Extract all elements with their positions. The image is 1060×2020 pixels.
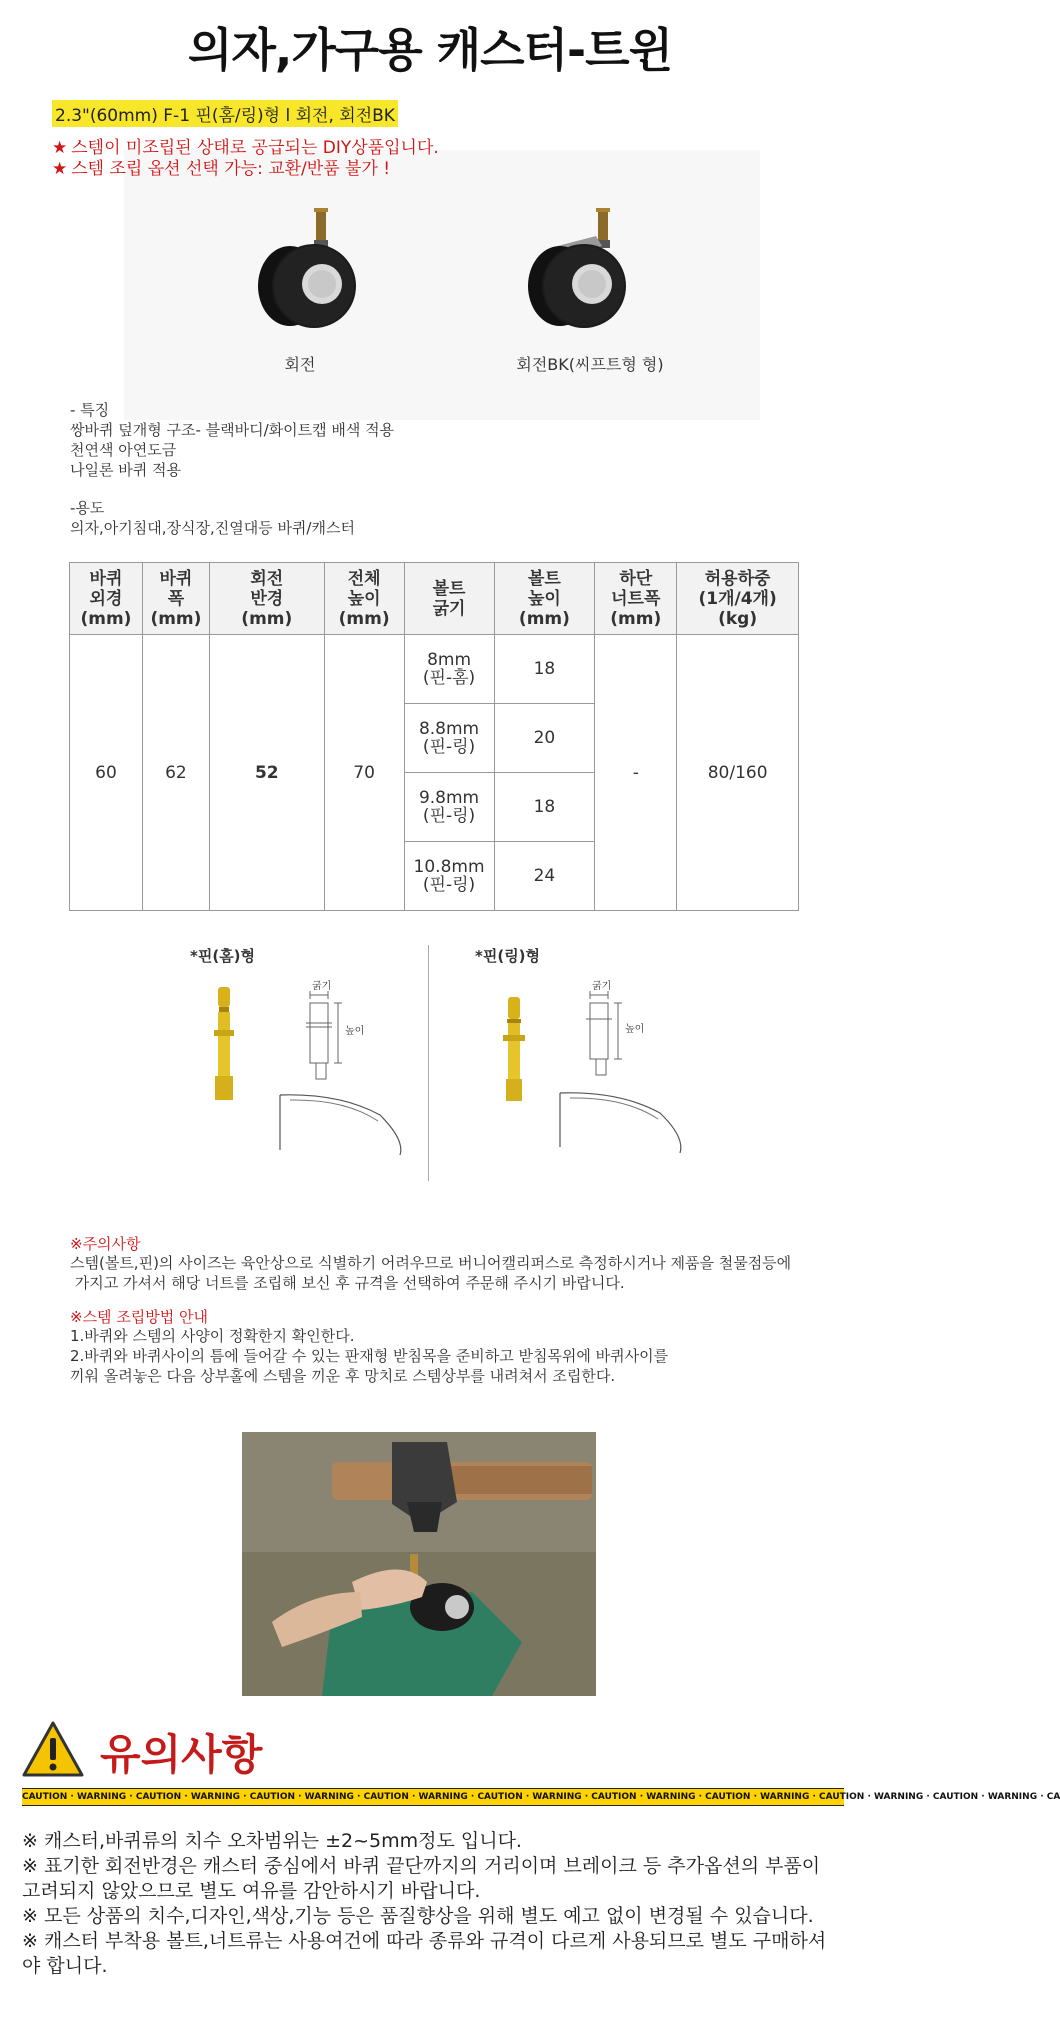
assembly-line: 1.바퀴와 스템의 사양이 정확한지 확인한다. <box>70 1327 355 1345</box>
cell-bolt-thickness: 8.8mm (핀-링) <box>404 704 494 773</box>
col-header-wheel-width: 바퀴 폭 (mm) <box>142 563 209 635</box>
star-icon: ★ <box>52 159 68 179</box>
col-header-load: 허용하중 (1개/4개) (kg) <box>677 563 799 635</box>
note-line: ※ 표기한 회전반경은 캐스터 중심에서 바퀴 끝단까지의 거리이며 브레이크 등 추가옵션의 부품이 고려되지 않았으므로 별도 여유를 감안하시기 바랍니다. <box>22 1855 821 1902</box>
note-line: ※ 캐스터,바퀴류의 치수 오차범위는 ±2~5mm정도 입니다. <box>22 1830 522 1852</box>
label-thickness: 굵기 <box>312 981 332 992</box>
warning-title: 유의사항 <box>100 1730 263 1779</box>
cell-bolt-height: 20 <box>494 704 595 773</box>
assembly-photo <box>242 1432 596 1696</box>
groove-stem-drawing <box>270 975 420 1175</box>
note-line: ※ 모든 상품의 치수,디자인,색상,기능 등은 품질향상을 위해 별도 예고 없이 변경될 수 있습니다. <box>22 1905 814 1927</box>
note-line: ※ 캐스터 부착용 볼트,너트류는 사용여건에 따라 종류와 규격이 다르게 사용되므로 별도 구매하셔야 합니다. <box>22 1930 827 1977</box>
notice-diy-text: 스템이 미조립된 상태로 공급되는 DIY상품입니다. <box>71 138 439 158</box>
page-title: 의자,가구용 캐스터-트윈 <box>188 23 672 77</box>
caution-text <box>70 1253 791 1293</box>
notice-option <box>52 154 390 179</box>
cell-bolt-thickness: 9.8mm (핀-링) <box>404 773 494 842</box>
cell-wheel-diameter: 60 <box>70 635 143 911</box>
warning-icon <box>22 1720 84 1778</box>
cell-nut-width: - <box>595 635 677 911</box>
star-icon: ★ <box>52 138 68 158</box>
assembly-text <box>70 1326 668 1386</box>
usage-heading: -용도 <box>70 499 105 517</box>
col-header-bolt-thickness: 볼트 굵기 <box>404 563 494 635</box>
warning-notes <box>22 1829 842 1979</box>
feature-line: 나일론 바퀴 적용 <box>70 461 181 479</box>
ring-pin-icon <box>500 995 528 1105</box>
cell-load: 80/160 <box>677 635 799 911</box>
caution-line: 가지고 가셔서 해당 너트를 조립해 보신 후 규격을 선택하여 주문해 주시기 바랍니다. <box>70 1274 625 1292</box>
cell-bolt-height: 24 <box>494 842 595 911</box>
feature-line: 천연색 아연도금 <box>70 441 177 459</box>
caster-wheel-brake-icon <box>510 200 630 334</box>
features-heading: - 특징 <box>70 401 110 419</box>
product-image-panel <box>124 150 760 420</box>
assembly-line: 2.바퀴와 바퀴사이의 틈에 들어갈 수 있는 판재형 받침목을 준비하고 받침목위에 바퀴사이를 <box>70 1347 669 1365</box>
cell-wheel-width: 62 <box>142 635 209 911</box>
cell-bolt-height: 18 <box>494 635 595 704</box>
product-label-swivel-brake: 회전BK(씨프트형 형) <box>516 355 664 374</box>
col-header-nut-width: 하단 너트폭 (mm) <box>595 563 677 635</box>
caution-strip: CAUTION · WARNING · CAUTION · WARNING · CAUTION · WARNING · CAUTION · WARNING · CAUTION · WARNING · CAUTION · WARNING · CAUTION · WARNING · CAUTION · WARNING · CAUTION · WARNING · CA <box>22 1788 844 1806</box>
col-header-wheel-diameter: 바퀴 외경 (mm) <box>70 563 143 635</box>
pin-groove-title: *핀(홈)형 <box>190 947 256 965</box>
table-row <box>70 635 799 704</box>
col-header-bolt-height: 볼트 높이 (mm) <box>494 563 595 635</box>
caster-wheel-icon <box>250 200 360 334</box>
label-height: 높이 <box>345 1026 365 1037</box>
col-header-swivel-radius: 회전 반경 (mm) <box>209 563 324 635</box>
cell-total-height: 70 <box>324 635 404 911</box>
features-section <box>70 400 394 538</box>
feature-line: 쌍바퀴 덮개형 구조- 블랙바디/화이트캡 배색 적용 <box>70 421 395 439</box>
pin-type-diagram <box>150 935 730 1195</box>
ring-stem-drawing <box>550 975 700 1175</box>
caution-heading: ※주의사항 <box>70 1235 141 1253</box>
groove-pin-icon <box>210 985 238 1105</box>
table-header-row <box>70 563 799 635</box>
spec-table <box>69 562 799 911</box>
cell-bolt-height: 18 <box>494 773 595 842</box>
diagram-divider <box>428 945 429 1181</box>
col-header-total-height: 전체 높이 (mm) <box>324 563 404 635</box>
pin-ring-title: *핀(링)형 <box>475 947 541 965</box>
notice-option-text: 스템 조립 옵션 선택 가능: 교환/반품 불가 ! <box>71 159 391 179</box>
usage-text: 의자,아기침대,장식장,진열대등 바퀴/캐스터 <box>70 519 355 537</box>
product-label-swivel: 회전 <box>284 355 316 374</box>
assembly-line: 끼워 올려놓은 다음 상부홀에 스템을 끼운 후 망치로 스템상부를 내려쳐서 조립한다. <box>70 1367 616 1385</box>
cell-bolt-thickness: 10.8mm (핀-링) <box>404 842 494 911</box>
label-thickness: 굵기 <box>592 981 612 992</box>
label-height: 높이 <box>625 1024 645 1035</box>
cell-swivel-radius: 52 <box>209 635 324 911</box>
cell-bolt-thickness: 8mm (핀-홈) <box>404 635 494 704</box>
product-subtitle: 2.3"(60mm) F-1 핀(홈/링)형 l 회전, 회전BK <box>52 100 398 127</box>
assembly-heading: ※스템 조립방법 안내 <box>70 1308 209 1326</box>
caution-line: 스템(볼트,핀)의 사이즈는 육안상으로 식별하기 어려우므로 버니어캘리퍼스로 측정하시거나 제품을 철물점등에 <box>70 1254 792 1272</box>
